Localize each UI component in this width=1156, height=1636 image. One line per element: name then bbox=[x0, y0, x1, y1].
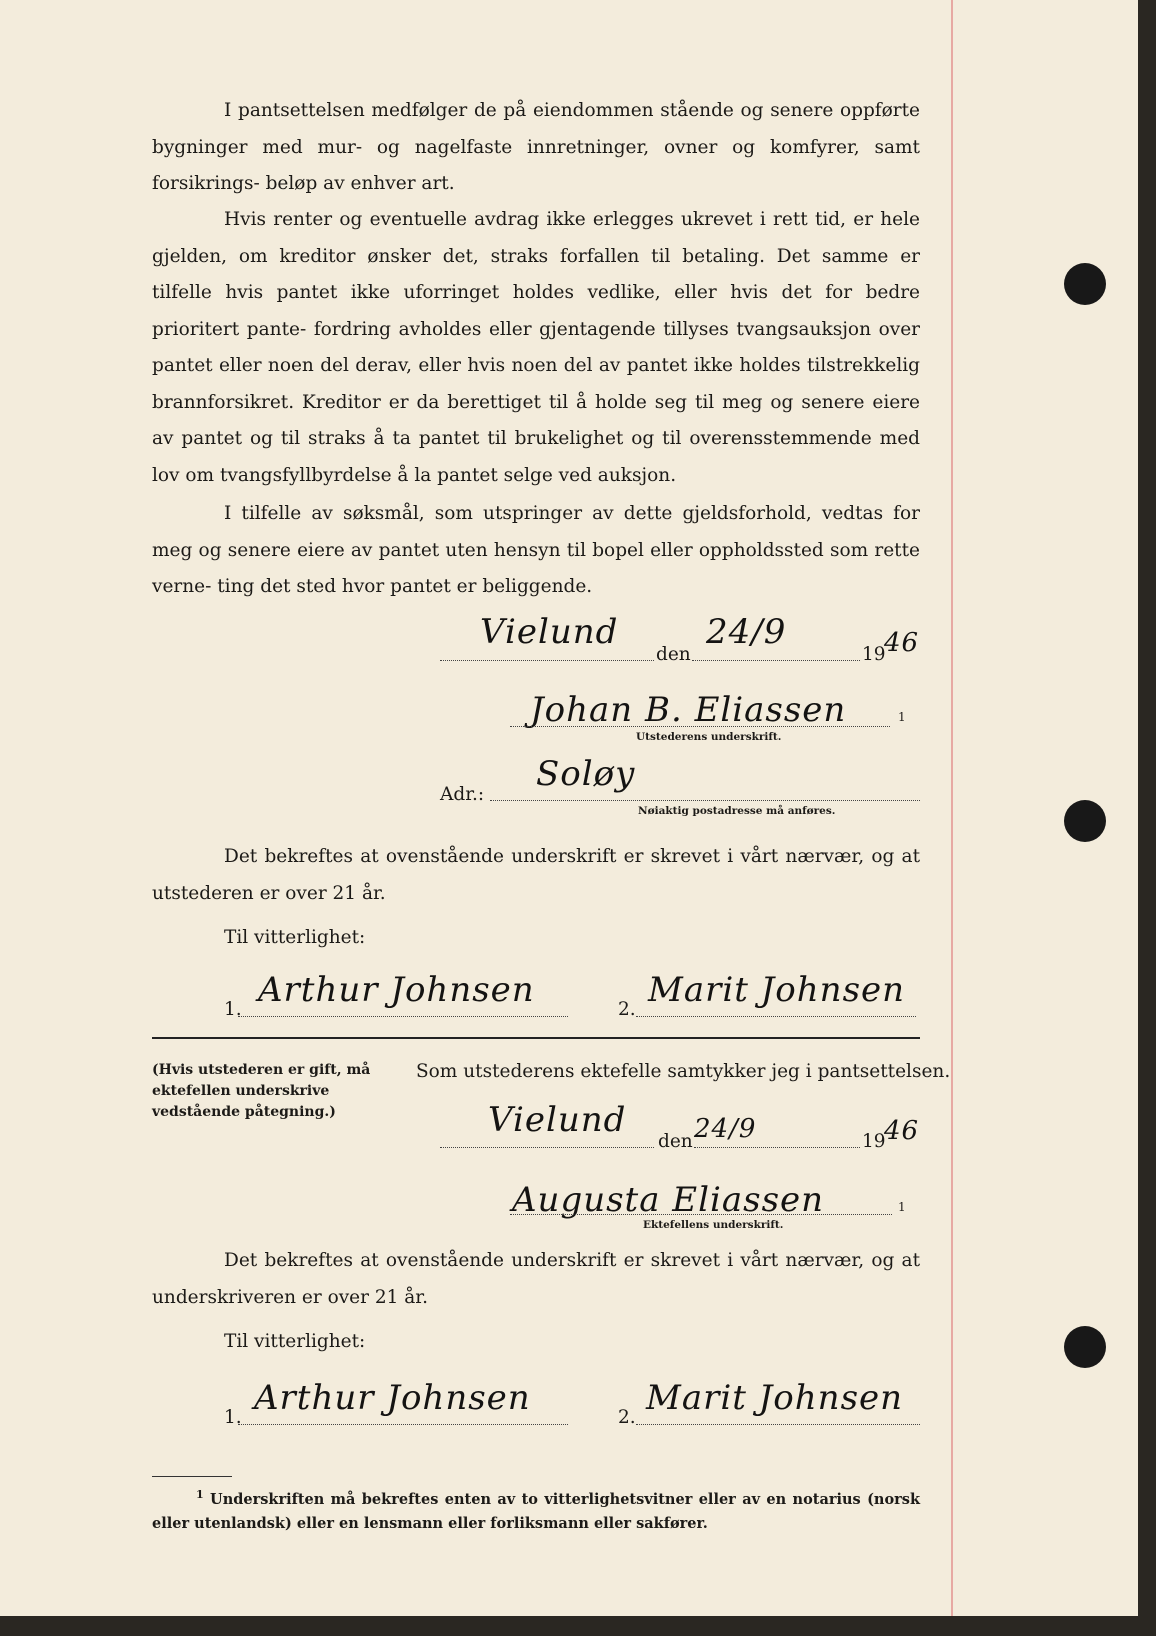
witness-2-signature: Marit Johnsen bbox=[648, 970, 906, 1010]
date-line bbox=[692, 660, 860, 661]
witness-1-signature: Arthur Johnsen bbox=[258, 970, 535, 1010]
spouse-signature-line bbox=[510, 1214, 892, 1215]
witness-2-number-2: 2. bbox=[618, 1407, 636, 1428]
punch-hole bbox=[1064, 1326, 1106, 1368]
paragraph-jurisdiction: I tilfelle av søksmål, som utspringer av dette gjeldsforhold, vedtas for meg og senere eiere av pantet uten hensyn til bopel eller oppholdssted som rette verne- ting det sted hvor pantet er beliggende. bbox=[152, 503, 920, 597]
footnote: $^1$ Underskriften må bekreftes enten av to vitterlighetsvitner eller av en notarius (norsk eller utenlandsk) eller en lensmann eller forliksmann eller sakfører. bbox=[152, 1488, 920, 1532]
witness-label-1: Til vitterlighet: bbox=[224, 927, 366, 948]
spouse-side-note: (Hvis utstederen er gift, må ektefellen underskrive vedstående påtegning.) bbox=[152, 1062, 371, 1120]
confirmation-text-1: Det bekreftes at ovenstående underskrift er skrevet i vårt nærvær, og at utstederen er over 21 år. bbox=[152, 846, 920, 904]
year-prefix: 19 bbox=[862, 644, 886, 665]
handwritten-address: Soløy bbox=[536, 754, 636, 794]
handwritten-year: 46 bbox=[884, 628, 920, 658]
spouse-place-line bbox=[440, 1147, 654, 1148]
footnote-mark: 1 bbox=[898, 710, 906, 724]
signature-line bbox=[510, 726, 890, 727]
paragraph-pledge-includes: I pantsettelsen medfølger de på eiendommen stående og senere oppførte bygninger med mur- og nagelfaste innretninger, ovner og komfyrer, samt forsikrings- beløp av enhver art. bbox=[152, 100, 920, 194]
spouse-signature-caption: Ektefellens underskrift. bbox=[643, 1219, 784, 1231]
spouse-den-label: den bbox=[658, 1131, 693, 1152]
signature-caption: Utstederens underskrift. bbox=[636, 731, 782, 743]
spouse-consent-text: Som utstederens ektefelle samtykker jeg i pantsettelsen. bbox=[416, 1061, 951, 1082]
issuer-signature: Johan B. Eliassen bbox=[530, 690, 847, 730]
witness-2-line-2 bbox=[636, 1424, 920, 1425]
spouse-signature: Augusta Eliassen bbox=[512, 1180, 825, 1220]
handwritten-place: Vielund bbox=[480, 612, 619, 652]
spouse-handwritten-year: 46 bbox=[884, 1116, 920, 1146]
spouse-handwritten-date: 24/9 bbox=[694, 1114, 757, 1144]
witness-1-number: 1. bbox=[224, 999, 242, 1020]
spouse-year-prefix: 19 bbox=[862, 1131, 886, 1152]
witness-1-number-2: 1. bbox=[224, 1407, 242, 1428]
witness-2-signature-2: Marit Johnsen bbox=[646, 1378, 904, 1418]
place-line bbox=[440, 660, 654, 661]
witness-2-number: 2. bbox=[618, 999, 636, 1020]
spouse-date-line bbox=[694, 1147, 860, 1148]
spouse-footnote-mark: 1 bbox=[898, 1200, 906, 1214]
address-line bbox=[490, 800, 920, 801]
witness-label-2: Til vitterlighet: bbox=[224, 1331, 366, 1352]
witness-2-line bbox=[636, 1016, 916, 1017]
address-label: Adr.: bbox=[440, 784, 485, 805]
punch-hole bbox=[1064, 263, 1106, 305]
witness-1-line-2 bbox=[238, 1424, 568, 1425]
spouse-handwritten-place: Vielund bbox=[488, 1100, 627, 1140]
confirmation-text-2: Det bekreftes at ovenstående underskrift er skrevet i vårt nærvær, og at underskriveren er over 21 år. bbox=[152, 1250, 920, 1308]
punch-hole bbox=[1064, 800, 1106, 842]
footnote-rule bbox=[152, 1476, 232, 1477]
section-divider bbox=[152, 1037, 920, 1039]
margin-line bbox=[951, 0, 953, 1616]
paragraph-default-terms: Hvis renter og eventuelle avdrag ikke erlegges ukrevet i rett tid, er hele gjelden, om kreditor ønsker det, straks forfallen til betaling. Det samme er tilfelle hvis pantet ikke uforringet holdes vedlike, eller hvis det for bedre prioritert pante- fordring avholdes eller gjentagende tillyses tvangsauksjon over pantet eller noen del derav, eller hvis noen del av pantet ikke holdes tilstrekkelig brannforsikret. Kreditor er da berettiget til å holde seg til meg og senere eiere av pantet og til straks å ta pantet til brukelighet og til overensstemmende med lov om tvangsfyllbyrdelse å la pantet selge ved auksjon. bbox=[152, 209, 920, 486]
witness-1-line bbox=[238, 1016, 568, 1017]
witness-1-signature-2: Arthur Johnsen bbox=[254, 1378, 531, 1418]
handwritten-date: 24/9 bbox=[706, 612, 787, 652]
address-caption: Nøiaktig postadresse må anføres. bbox=[638, 805, 836, 817]
den-label: den bbox=[656, 644, 691, 665]
